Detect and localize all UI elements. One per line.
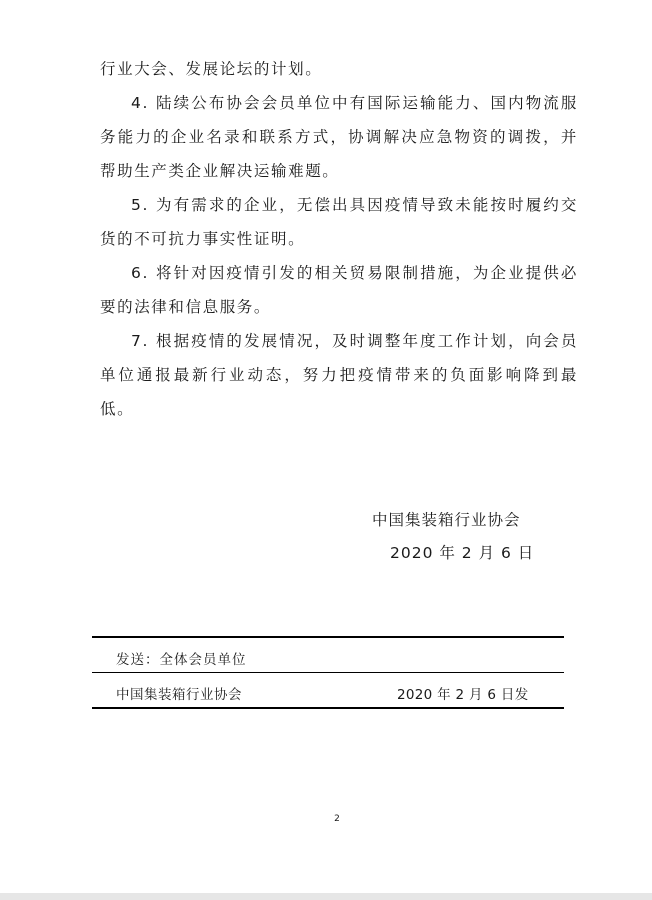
footer-rule-top [92, 636, 564, 638]
paragraph-item-4: 4. 陆续公布协会会员单位中有国际运输能力、国内物流服务能力的企业名录和联系方式，协调解决应急物资的调拨，并帮助生产类企业解决运输难题。 [100, 94, 578, 180]
paragraph-continuation: 行业大会、发展论坛的计划。 [100, 60, 323, 78]
footer-rule-bottom [92, 707, 564, 709]
send-to-line: 发送：全体会员单位 [116, 652, 247, 668]
issue-date: 2020 年 2 月 6 日发 [397, 687, 529, 703]
issuer-name: 中国集装箱行业协会 [116, 687, 242, 703]
footer-rule-middle [92, 672, 564, 673]
paragraph-item-7: 7. 根据疫情的发展情况，及时调整年度工作计划，向会员单位通报最新行业动态，努力把疫情带来的负面影响降到最低。 [100, 332, 578, 418]
document-body [100, 52, 578, 426]
paragraph-item-5: 5. 为有需求的企业，无偿出具因疫情导致未能按时履约交货的不可抗力事实性证明。 [100, 196, 578, 248]
paragraph-item-6: 6. 将针对因疫情引发的相关贸易限制措施，为企业提供必要的法律和信息服务。 [100, 264, 578, 316]
page-number: 2 [334, 814, 340, 824]
signature-organization: 中国集装箱行业协会 [372, 511, 521, 529]
signature-date: 2020 年 2 月 6 日 [390, 544, 535, 562]
viewer-bottom-strip [0, 893, 652, 900]
